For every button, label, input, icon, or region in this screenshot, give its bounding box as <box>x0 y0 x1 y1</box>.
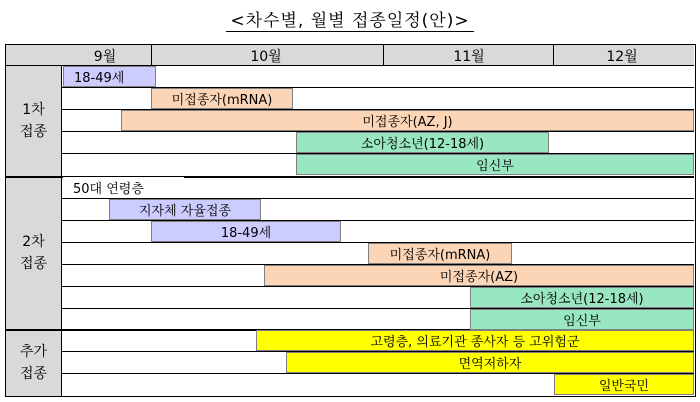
schedule-bar <box>470 287 694 308</box>
schedule-bar-label: 미접종자(mRNA) <box>171 93 273 108</box>
schedule-bar <box>368 243 512 264</box>
schedule-bar-label: 소아청소년(12-18세) <box>360 137 485 152</box>
divider <box>383 45 384 65</box>
schedule-bar <box>63 177 184 198</box>
month-header-row <box>6 45 694 66</box>
schedule-bar <box>63 66 156 87</box>
schedule-bar-label: 일반국민 <box>598 379 650 394</box>
schedule-bar-label: 18-49세 <box>74 71 125 86</box>
divider <box>151 45 152 65</box>
schedule-bar <box>554 374 694 395</box>
schedule-table <box>5 44 696 397</box>
schedule-bar <box>296 154 694 175</box>
schedule-bar <box>286 352 694 373</box>
month-nov: 11월 <box>453 49 485 65</box>
schedule-bar-label: 소아청소년(12-18세) <box>520 292 644 307</box>
schedule-bar-label: 임신부 <box>476 159 514 174</box>
group-1st-dose: 1차 접종 <box>6 66 62 176</box>
group-2nd-dose: 2차 접종 <box>6 177 62 329</box>
schedule-bar <box>470 309 694 330</box>
schedule-bar <box>296 132 549 153</box>
month-oct: 10월 <box>250 49 282 65</box>
month-dec: 12월 <box>606 49 638 65</box>
schedule-bar <box>151 88 293 109</box>
schedule-bar-label: 50대 연령층 <box>73 182 144 197</box>
group-booster: 추가 접종 <box>6 330 62 396</box>
divider <box>553 45 554 65</box>
schedule-bar-label: 18-49세 <box>220 226 272 241</box>
schedule-bar-label: 임신부 <box>563 314 601 329</box>
schedule-bar <box>256 330 694 351</box>
schedule-bar-label: 미접종자(mRNA) <box>389 248 491 263</box>
schedule-bar <box>109 199 261 220</box>
schedule-bar <box>151 221 341 242</box>
month-sep: 9월 <box>93 49 117 65</box>
schedule-bar-label: 고령층, 의료기관 종사자 등 고위험군 <box>370 335 580 350</box>
schedule-bar-label: 미접종자(AZ) <box>439 270 519 285</box>
schedule-bar-label: 면역저하자 <box>458 357 522 372</box>
page-title: <차수별, 월별 접종일정(안)> <box>0 6 700 31</box>
schedule-bar-label: 지자체 자율접종 <box>138 204 232 219</box>
schedule-bar-label: 미접종자(AZ, J) <box>362 115 453 130</box>
schedule-bar <box>121 110 694 131</box>
schedule-bar <box>264 265 694 286</box>
